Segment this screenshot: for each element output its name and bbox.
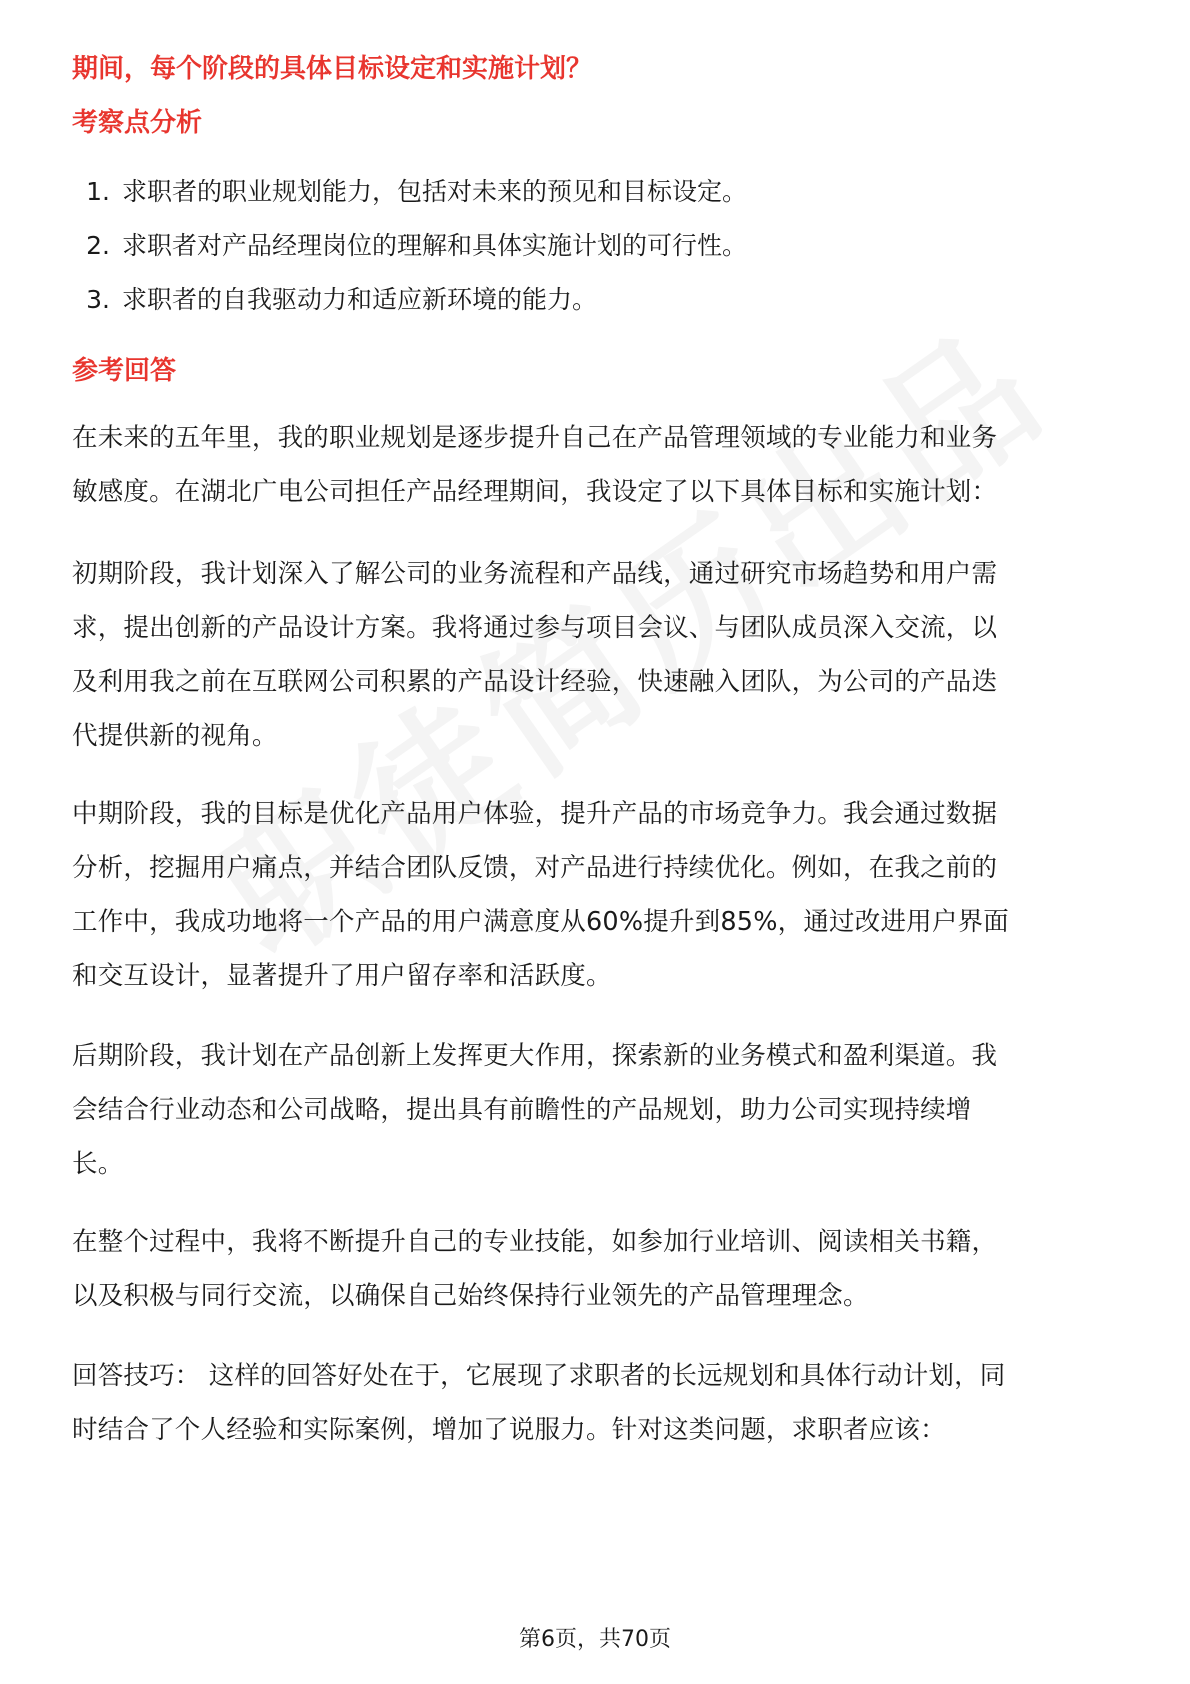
analysis-point bbox=[72, 226, 747, 262]
paragraph-line: 在未来的五年里，我的职业规划是逐步提升自己在产品管理领域的专业能力和业务 bbox=[72, 423, 998, 453]
analysis-heading: 考察点分析 bbox=[72, 108, 203, 138]
analysis-point-text: 求职者对产品经理岗位的理解和具体实施计划的可行性。 bbox=[122, 231, 748, 260]
paragraph-line: 分析，挖掘用户痛点，并结合团队反馈，对产品进行持续优化。例如，在我之前的 bbox=[72, 853, 998, 883]
analysis-point bbox=[72, 280, 597, 316]
list-number: 1. bbox=[86, 177, 110, 206]
paragraph-line: 中期阶段，我的目标是优化产品用户体验，提升产品的市场竞争力。我会通过数据 bbox=[72, 799, 998, 829]
paragraph-line: 代提供新的视角。 bbox=[72, 721, 278, 751]
page-number: 第6页，共70页 bbox=[519, 1627, 671, 1652]
paragraph-line: 求，提出创新的产品设计方案。我将通过参与项目会议、与团队成员深入交流，以 bbox=[72, 613, 998, 643]
paragraph-line: 时结合了个人经验和实际案例，增加了说服力。针对这类问题，求职者应该： bbox=[72, 1415, 946, 1445]
paragraph-line: 和交互设计，显著提升了用户留存率和活跃度。 bbox=[72, 961, 612, 991]
paragraph-line: 及利用我之前在互联网公司积累的产品设计经验，快速融入团队，为公司的产品迭 bbox=[72, 667, 998, 697]
paragraph-line: 回答技巧： 这样的回答好处在于，它展现了求职者的长远规划和具体行动计划，同 bbox=[72, 1361, 1006, 1391]
paragraph-line: 在整个过程中，我将不断提升自己的专业技能，如参加行业培训、阅读相关书籍， bbox=[72, 1227, 998, 1257]
paragraph-line: 初期阶段，我计划深入了解公司的业务流程和产品线，通过研究市场趋势和用户需 bbox=[72, 559, 998, 589]
list-number: 2. bbox=[86, 231, 110, 260]
paragraph-line: 敏感度。在湖北广电公司担任产品经理期间，我设定了以下具体目标和实施计划： bbox=[72, 477, 998, 507]
analysis-point bbox=[72, 172, 747, 208]
paragraph-line: 后期阶段，我计划在产品创新上发挥更大作用，探索新的业务模式和盈利渠道。我 bbox=[72, 1041, 998, 1071]
answer-heading: 参考回答 bbox=[72, 356, 177, 386]
list-number: 3. bbox=[86, 285, 110, 314]
question-title-tail: 期间，每个阶段的具体目标设定和实施计划？ bbox=[72, 54, 593, 84]
paragraph-line: 工作中，我成功地将一个产品的用户满意度从60%提升到85%，通过改进用户界面 bbox=[72, 907, 1009, 937]
paragraph-line: 会结合行业动态和公司战略，提出具有前瞻性的产品规划，助力公司实现持续增 bbox=[72, 1095, 972, 1125]
paragraph-line: 长。 bbox=[72, 1149, 124, 1179]
analysis-point-text: 求职者的自我驱动力和适应新环境的能力。 bbox=[122, 285, 598, 314]
paragraph-line: 以及积极与同行交流，以确保自己始终保持行业领先的产品管理理念。 bbox=[72, 1281, 869, 1311]
analysis-point-text: 求职者的职业规划能力，包括对未来的预见和目标设定。 bbox=[122, 177, 748, 206]
